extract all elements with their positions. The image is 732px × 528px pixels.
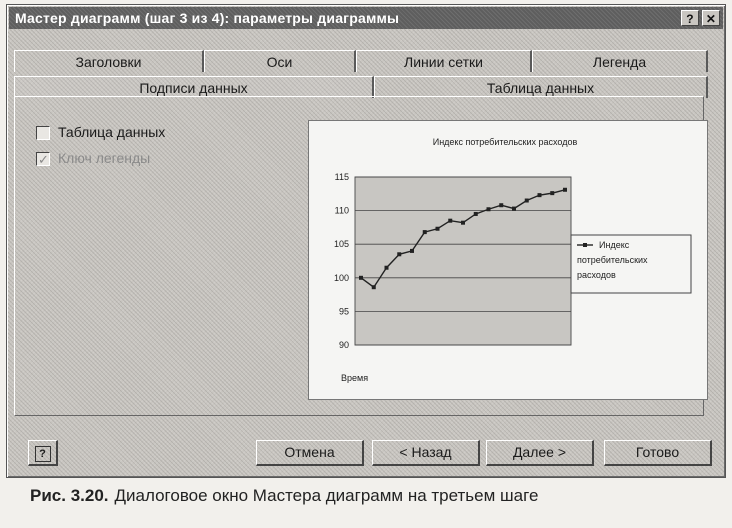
- x-axis-label: Время: [341, 373, 369, 383]
- caption-label: Рис. 3.20.: [30, 486, 109, 505]
- caption-text: Диалоговое окно Мастера диаграмм на третьем шаге: [114, 486, 539, 505]
- help-button[interactable]: [28, 440, 58, 466]
- data-table-label: Таблица данных: [58, 124, 166, 140]
- help-button-glyph: ?: [35, 446, 51, 462]
- data-point: [359, 276, 363, 280]
- data-point: [499, 203, 503, 207]
- tab-label: Линии сетки: [404, 54, 483, 70]
- finish-button[interactable]: Готово: [604, 440, 712, 466]
- legend-entry-line: Индекс: [599, 240, 630, 250]
- y-tick-labels: [334, 172, 349, 350]
- data-point: [550, 191, 554, 195]
- chart-svg: [309, 121, 707, 399]
- next-button[interactable]: Далее >: [486, 440, 594, 466]
- legend-keys-label: Ключ легенды: [58, 150, 151, 166]
- y-tick-label: 110: [334, 205, 349, 216]
- legend-entry-line: расходов: [577, 270, 616, 280]
- plot-area: [355, 177, 571, 345]
- y-tick-label: 100: [333, 272, 349, 283]
- data-point: [410, 249, 414, 253]
- data-point: [423, 230, 427, 234]
- figure-caption: [30, 486, 538, 506]
- data-point: [397, 252, 401, 256]
- y-tick-label: 115: [334, 172, 349, 182]
- chart-preview: [308, 120, 708, 400]
- y-tick-label: 90: [338, 340, 349, 350]
- tab-label: Таблица данных: [486, 80, 595, 96]
- window-title: Мастер диаграмм (шаг 3 из 4): параметры диаграммы: [15, 10, 400, 26]
- data-point: [448, 219, 452, 223]
- close-icon[interactable]: ✕: [702, 10, 720, 26]
- tab-data-table[interactable]: [374, 76, 708, 98]
- help-icon[interactable]: ?: [681, 10, 699, 26]
- data-point: [461, 221, 465, 225]
- tab-titles[interactable]: [14, 50, 204, 72]
- y-tick-label: 105: [333, 239, 349, 250]
- tab-label: Подписи данных: [139, 80, 248, 96]
- title-bar: [9, 7, 723, 29]
- tab-axes[interactable]: [204, 50, 356, 72]
- data-point: [487, 207, 491, 211]
- data-point: [538, 193, 542, 197]
- data-point: [525, 199, 529, 203]
- tab-gridlines[interactable]: [356, 50, 532, 72]
- tab-label: Заголовки: [75, 54, 142, 70]
- legend-marker: [583, 243, 587, 247]
- tab-label: Легенда: [592, 54, 647, 70]
- legend-keys-checkbox: [36, 152, 50, 166]
- data-point: [474, 212, 478, 216]
- chart-title: Индекс потребительских расходов: [432, 137, 578, 147]
- data-point: [385, 266, 389, 270]
- data-table-checkbox[interactable]: [36, 126, 50, 140]
- data-point: [436, 227, 440, 231]
- legend-keys-option: [36, 148, 150, 168]
- cancel-button[interactable]: Отмена: [256, 440, 364, 466]
- tab-label: Оси: [266, 54, 293, 70]
- tab-data-labels[interactable]: [14, 76, 374, 98]
- y-tick-label: 95: [338, 306, 349, 317]
- data-point: [563, 188, 567, 192]
- legend-entry-line: потребительских: [577, 255, 648, 265]
- tab-legend[interactable]: [532, 50, 708, 72]
- back-button[interactable]: < Назад: [372, 440, 480, 466]
- data-point: [512, 207, 516, 211]
- data-point: [372, 285, 376, 289]
- data-table-option[interactable]: [36, 122, 165, 142]
